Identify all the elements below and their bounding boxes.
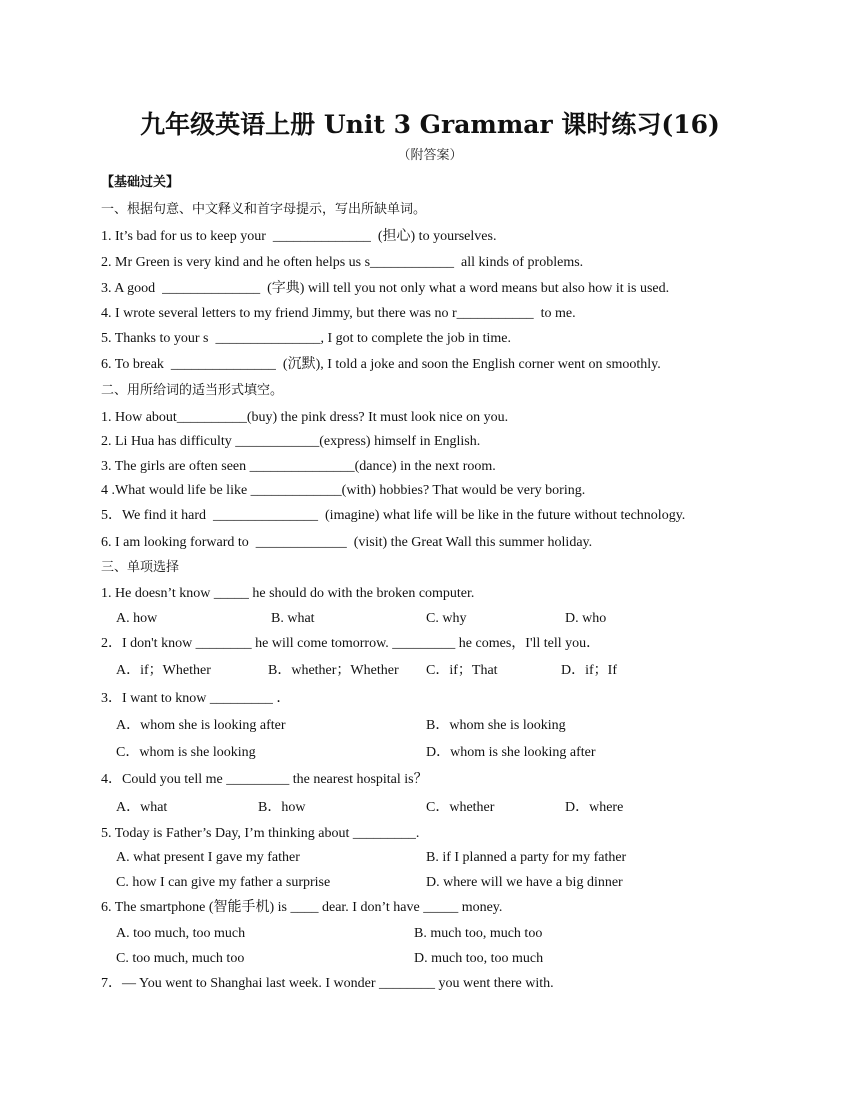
question-option: C. why [426,611,467,626]
question-option: D. who [565,611,607,626]
question-stem: 2．I don't know ________ he will come tomorrow. _________ he comes，I'll tell you． [101,636,601,651]
question-option: C. how I can give my father a surprise [116,875,331,890]
question-option: D. where will we have a big dinner [426,875,623,890]
question-stem: 6. The smartphone (智能手机) is ____ dear. I don’t have _____ money. [101,900,503,915]
question-stem: 3．I want to know _________ ． [101,691,291,706]
section-basic-heading: 【基础过关】 [101,175,180,190]
question-option: A．if；Whether [116,663,211,678]
question-option: B．whether；Whether [268,663,399,678]
question-option: D．if；If [561,663,617,678]
part1-item: 3. A good ______________ (字典) will tell you not only what a word means but also how it is used. [101,281,670,296]
question-option: A．what [116,800,168,815]
question-stem: 1. He doesn’t know _____ he should do with the broken computer. [101,586,475,601]
page-subtitle: （附答案） [397,148,463,163]
part2-item: 6. I am looking forward to _____________ (visit) the Great Wall this summer holiday. [101,535,593,550]
part2-item: 1. How about__________(buy) the pink dress? It must look nice on you. [101,410,509,425]
question-option: D. much too, too much [414,951,544,966]
question-option: B．whom she is looking [426,718,566,733]
question-option: C．whom is she looking [116,745,256,760]
question-option: B. what [271,611,315,626]
question-option: C. too much, much too [116,951,245,966]
question-option: B. much too, much too [414,926,543,941]
question-stem: 4．Could you tell me _________ the nearest hospital is？ [101,772,428,787]
part2-item: 3. The girls are often seen _______________(dance) in the next room. [101,459,496,474]
question-stem: 5. Today is Father’s Day, I’m thinking about _________. [101,826,420,841]
part3-heading: 三、单项选择 [101,560,180,575]
part1-item: 6. To break _______________ (沉默), I told a joke and soon the English corner went on smoothly. [101,357,661,372]
part1-item: 5. Thanks to your s _______________, I got to complete the job in time. [101,331,511,346]
question-option: A. what present I gave my father [116,850,300,865]
part2-item: 5．We find it hard _______________ (imagine) what life will be like in the future without technology. [101,508,686,523]
question-option: A. how [116,611,158,626]
question-stem: 7．— You went to Shanghai last week. I wonder ________ you went there with. [101,976,554,991]
part2-heading: 二、用所给词的适当形式填空。 [101,383,284,398]
question-option: B．how [258,800,306,815]
question-option: C．if；That [426,663,498,678]
part1-heading: 一、根据句意、中文释义和首字母提示，写出所缺单词。 [101,202,427,217]
question-option: A．whom she is looking after [116,718,286,733]
part1-item: 4. I wrote several letters to my friend Jimmy, but there was no r___________ to me. [101,306,576,321]
question-option: D．whom is she looking after [426,745,596,760]
part1-item: 2. Mr Green is very kind and he often helps us s____________ all kinds of problems. [101,255,584,270]
question-option: A. too much, too much [116,926,246,941]
part2-item: 2. Li Hua has difficulty ____________(express) himself in English. [101,434,481,449]
question-option: C．whether [426,800,495,815]
question-option: D．where [565,800,624,815]
part2-item: 4 .What would life be like _____________(with) hobbies? That would be very boring. [101,483,586,498]
question-option: B. if I planned a party for my father [426,850,627,865]
part1-item: 1. It’s bad for us to keep your ______________ (担心) to yourselves. [101,229,497,244]
page-title: 九年级英语上册 Unit 3 Grammar 课时练习(16) [140,110,720,139]
